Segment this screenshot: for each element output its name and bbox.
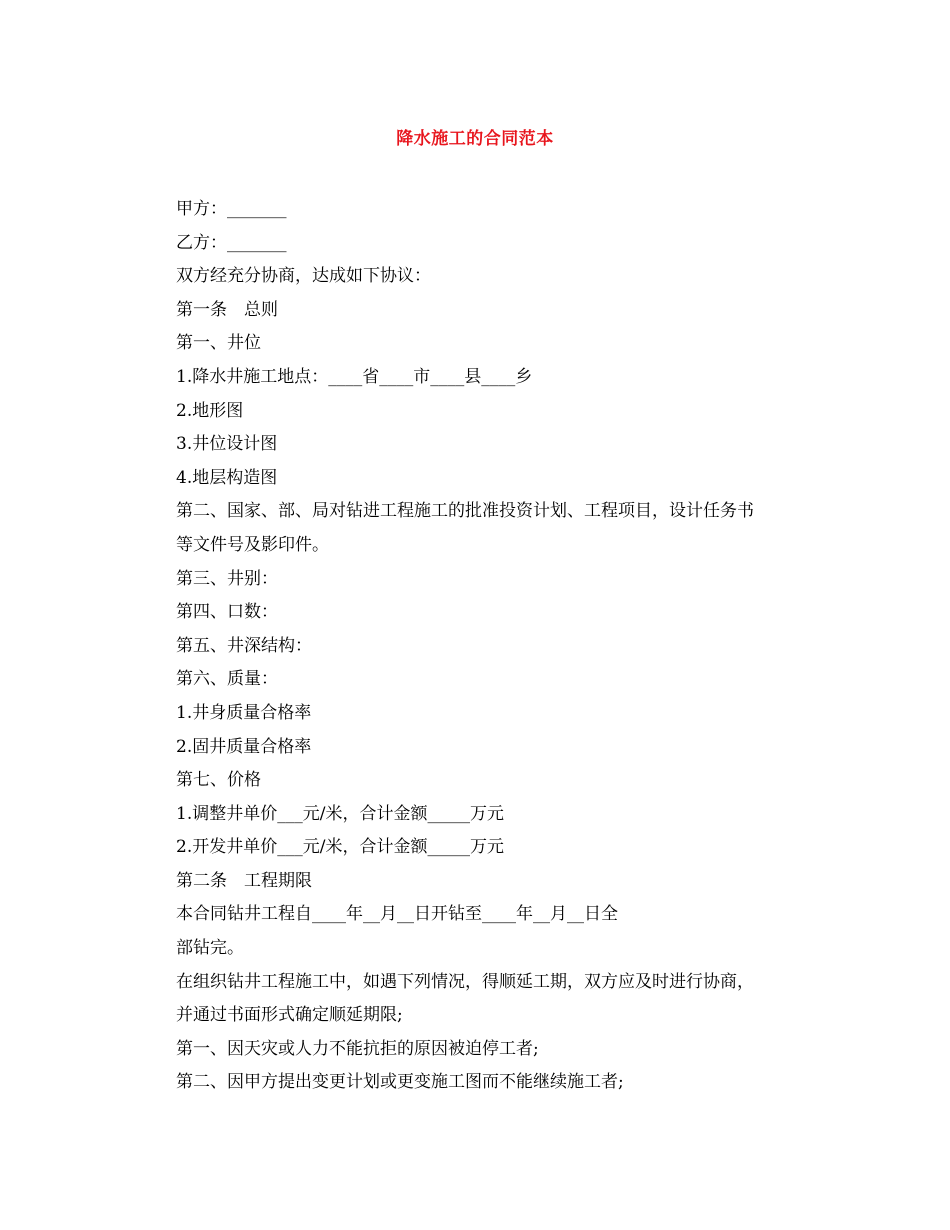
document-line: 第一、井位 xyxy=(176,333,261,354)
document-line: 2.固井质量合格率 xyxy=(176,736,312,757)
document-line: 双方经充分协商，达成如下协议： xyxy=(176,266,431,287)
document-line: 第三、井别： xyxy=(176,568,278,589)
document-body xyxy=(176,193,816,1100)
document-line: 等文件号及影印件。 xyxy=(176,534,329,555)
document-line: 2.地形图 xyxy=(176,400,244,421)
document-line: 1.调整井单价___元/米，合计金额_____万元 xyxy=(176,803,504,824)
document-line: 第四、口数： xyxy=(176,602,278,623)
document-line: 4.地层构造图 xyxy=(176,467,278,488)
document-line: 第六、质量： xyxy=(176,669,278,690)
document-line: 第五、井深结构： xyxy=(176,635,312,656)
document-line: 1.降水井施工地点：____省____市____县____乡 xyxy=(176,366,533,387)
document-line: 甲方：_______ xyxy=(176,199,287,219)
document-line: 在组织钻井工程施工中，如遇下列情况，得顺延工期，双方应及时进行协商， xyxy=(176,971,754,992)
document-line: 部钻完。 xyxy=(176,938,244,959)
document-line: 1.井身质量合格率 xyxy=(176,702,312,723)
document-line: 乙方：_______ xyxy=(176,232,287,253)
document-line: 3.井位设计图 xyxy=(176,434,278,455)
document-line: 第二、因甲方提出变更计划或更变施工图而不能继续施工者; xyxy=(176,1072,624,1093)
document-line: 第一条 总则 xyxy=(176,299,278,320)
document-line: 本合同钻井工程自____年__月__日开钻至____年__月__日全 xyxy=(176,904,618,925)
document-line: 并通过书面形式确定顺延期限; xyxy=(176,1005,403,1026)
document-line: 第二条 工程期限 xyxy=(176,870,312,891)
document-line: 第二、国家、部、局对钻进工程施工的批准投资计划、工程项目，设计任务书 xyxy=(176,501,754,522)
document-line: 2.开发井单价___元/米，合计金额_____万元 xyxy=(176,837,504,858)
document-title: 降水施工的合同范本 xyxy=(396,129,554,149)
document-line: 第七、价格 xyxy=(176,770,261,791)
document-line: 第一、因天灾或人力不能抗拒的原因被迫停工者; xyxy=(176,1038,539,1059)
